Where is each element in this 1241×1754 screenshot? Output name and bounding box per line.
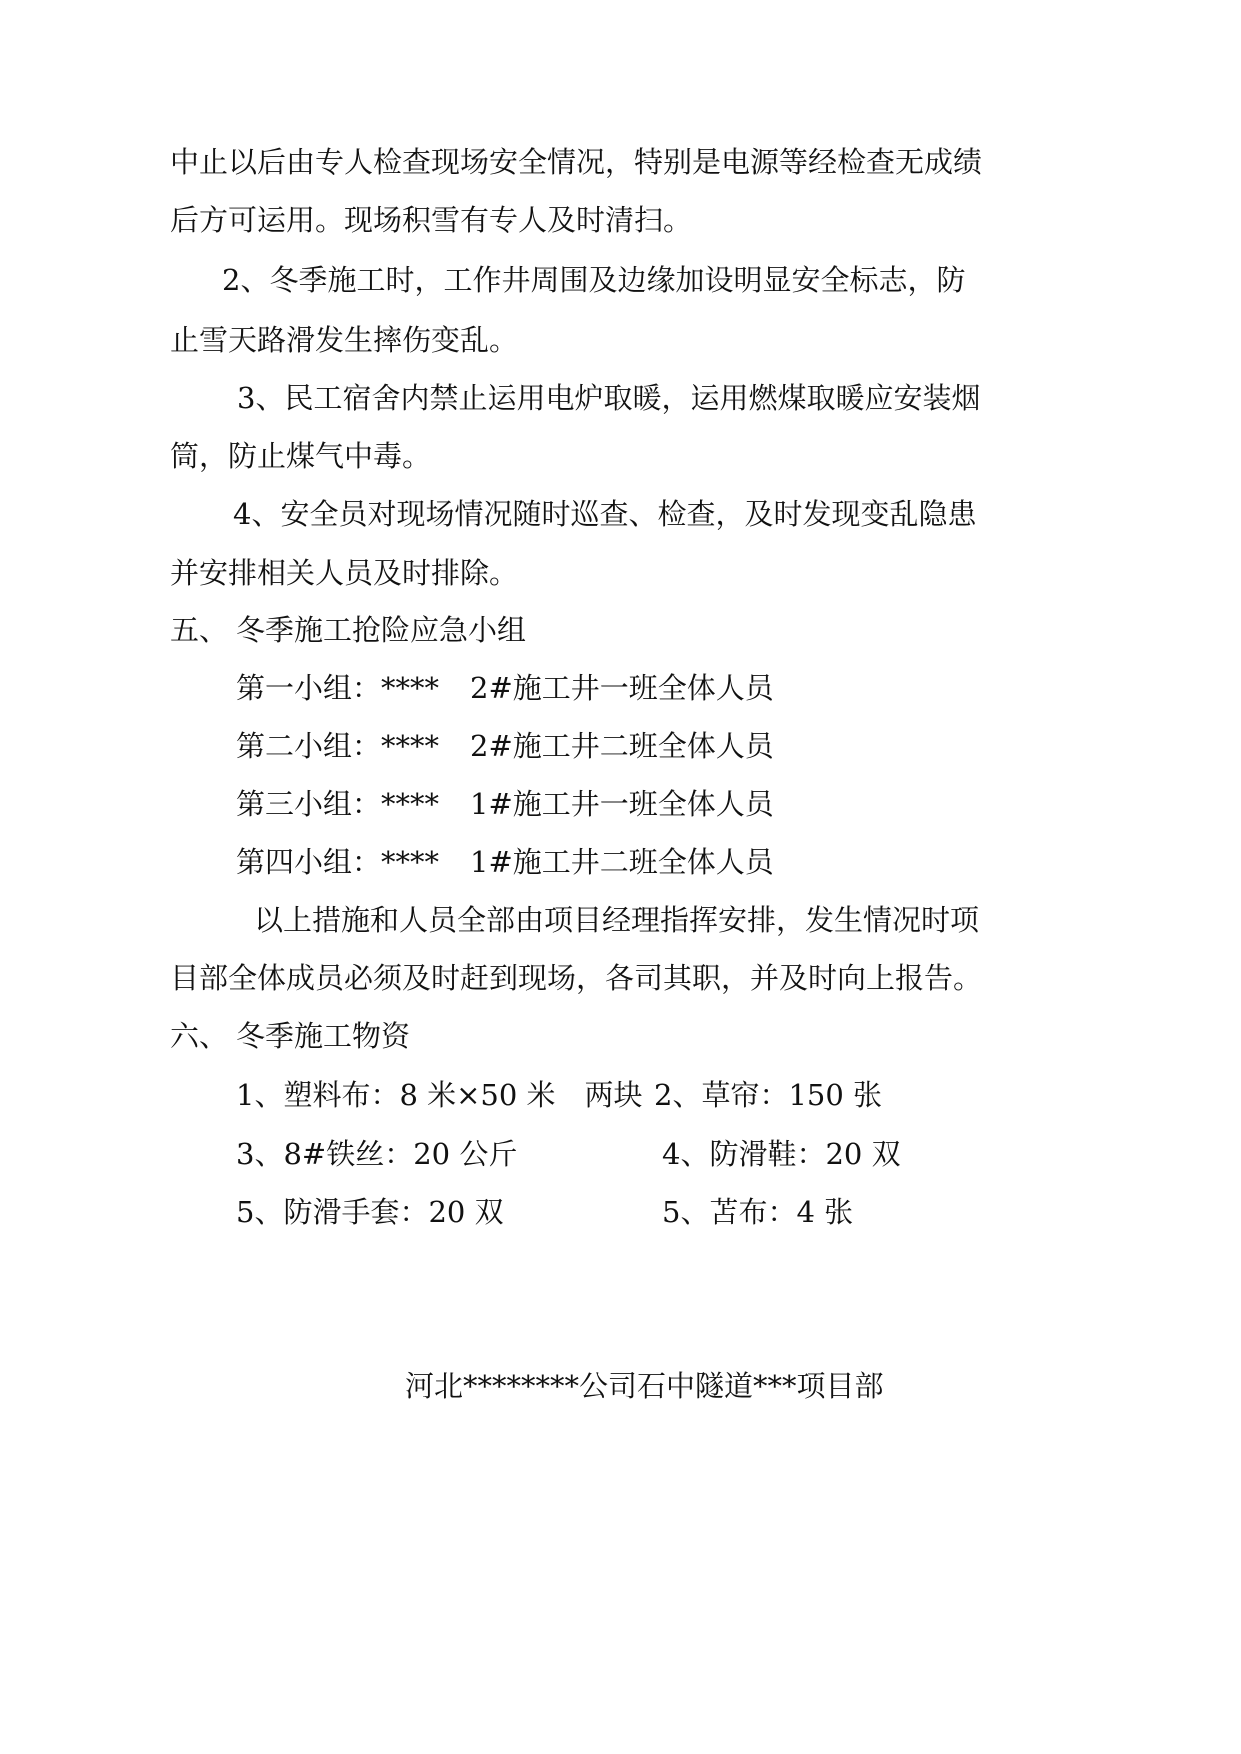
para1-line1: 中止以后由专人检查现场安全情况，特别是电源等经检查无成绩 [170, 145, 983, 179]
group4-name: 第四小组：**** [236, 845, 440, 879]
signature: 河北********公司石中隧道***项目部 [405, 1369, 884, 1403]
supply-item-2: 2、草帘：150 张 [654, 1078, 883, 1112]
group3-members: 1#施工井一班全体人员 [470, 787, 774, 821]
section6-title: 冬季施工物资 [236, 1019, 411, 1053]
para2-line1: 2、冬季施工时，工作井周围及边缘加设明显安全标志，防 [222, 263, 966, 297]
supply-item-6: 5、苫布：4 张 [662, 1195, 854, 1229]
para4-line2: 并安排相关人员及时排除。 [170, 556, 519, 590]
group1-members: 2#施工井一班全体人员 [470, 671, 774, 705]
supply-item-3: 3、8#铁丝：20 公斤 [236, 1137, 518, 1171]
section5-note-line1: 以上措施和人员全部由项目经理指挥安排，发生情况时项 [254, 903, 980, 937]
section5-title: 冬季施工抢险应急小组 [236, 613, 527, 647]
group2-name: 第二小组：**** [236, 729, 440, 763]
para3-line2: 筒，防止煤气中毒。 [170, 439, 432, 473]
para2-line2: 止雪天路滑发生摔伤变乱。 [170, 323, 519, 357]
section5-number: 五、 [170, 613, 229, 647]
supply-item-5: 5、防滑手套：20 双 [236, 1195, 504, 1229]
section6-number: 六、 [170, 1019, 229, 1053]
para1-line2: 后方可运用。现场积雪有专人及时清扫。 [170, 203, 693, 237]
para4-line1: 4、安全员对现场情况随时巡查、检查，及时发现变乱隐患 [233, 497, 977, 531]
group1-name: 第一小组：**** [236, 671, 440, 705]
supply-item-1: 1、塑料布：8 米×50 米 两块 [236, 1078, 643, 1112]
group4-members: 1#施工井二班全体人员 [470, 845, 774, 879]
section5-note-line2: 目部全体成员必须及时赶到现场，各司其职，并及时向上报告。 [170, 961, 983, 995]
group2-members: 2#施工井二班全体人员 [470, 729, 774, 763]
para3-line1: 3、民工宿舍内禁止运用电炉取暖，运用燃煤取暖应安装烟 [237, 381, 981, 415]
supply-item-4: 4、防滑鞋：20 双 [662, 1137, 901, 1171]
group3-name: 第三小组：**** [236, 787, 440, 821]
